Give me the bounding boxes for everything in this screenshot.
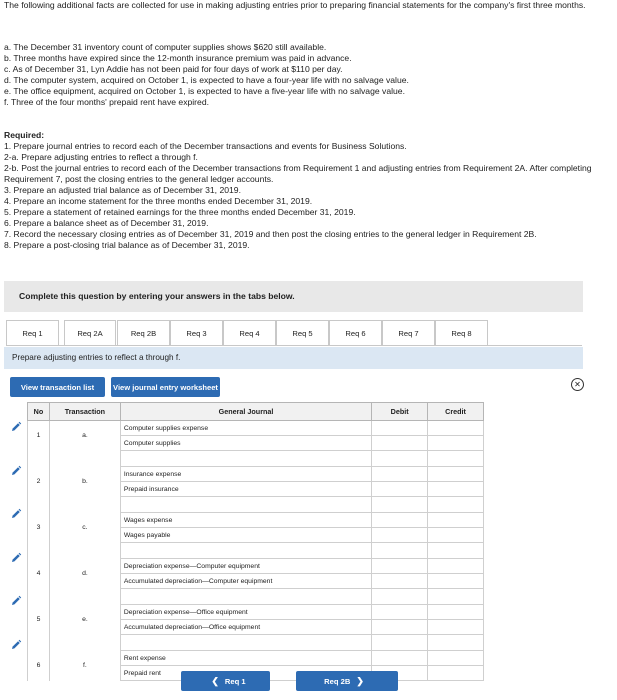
- banner-text: Complete this question by entering your answers in the tabs below.: [19, 291, 295, 301]
- chevron-right-icon: ❯: [356, 675, 364, 686]
- debit-account-cell[interactable]: Depreciation expense—Computer equipment: [120, 559, 371, 574]
- required-item: 8. Prepare a post-closing trial balance as of December 31, 2019.: [4, 240, 250, 250]
- fact-d: d. The computer system, acquired on October 1, is expected to have a four-year life with no salvage value.: [4, 75, 409, 85]
- debit-account-cell[interactable]: Insurance expense: [120, 467, 371, 482]
- credit-amount-cell[interactable]: [428, 620, 484, 635]
- entry-transaction: d.: [49, 559, 120, 589]
- tab-req-4[interactable]: Req 4: [223, 320, 276, 346]
- credit-amount-cell[interactable]: [428, 482, 484, 497]
- required-heading: Required:: [4, 130, 45, 140]
- header-general-journal: General Journal: [120, 403, 371, 421]
- entry-transaction: c.: [49, 513, 120, 543]
- required-item: 3. Prepare an adjusted trial balance as of December 31, 2019.: [4, 185, 241, 195]
- entry-number: 2: [28, 467, 50, 497]
- entry-transaction: a.: [49, 421, 120, 451]
- debit-amount-cell[interactable]: [372, 528, 428, 543]
- prev-requirement-button[interactable]: [181, 671, 270, 691]
- entry-number: 6: [28, 651, 50, 681]
- intro-text: The following additional facts are collected for use in making adjusting entries prior to preparing financial statements for the company's first three months.: [4, 0, 586, 10]
- credit-amount-cell[interactable]: [428, 421, 484, 436]
- entry-transaction: f.: [49, 651, 120, 681]
- debit-amount-cell[interactable]: [372, 421, 428, 436]
- header-credit: Credit: [428, 403, 484, 421]
- debit-amount-cell[interactable]: [372, 482, 428, 497]
- next-requirement-button[interactable]: [296, 671, 398, 691]
- tab-req-2a[interactable]: Req 2A: [64, 320, 116, 346]
- fact-b: b. Three months have expired since the 12-month insurance premium was paid in advance.: [4, 53, 352, 63]
- view-journal-worksheet-button[interactable]: View journal entry worksheet: [111, 377, 220, 397]
- tab-req-3[interactable]: Req 3: [170, 320, 223, 346]
- view-transaction-list-button[interactable]: View transaction list: [10, 377, 105, 397]
- credit-account-cell[interactable]: Prepaid insurance: [120, 482, 371, 497]
- tab-req-2b[interactable]: Req 2B: [117, 320, 170, 346]
- required-section: [4, 130, 612, 251]
- header-transaction: Transaction: [49, 403, 120, 421]
- tab-req-7[interactable]: Req 7: [382, 320, 435, 346]
- credit-amount-cell[interactable]: [428, 528, 484, 543]
- credit-account-cell[interactable]: Computer supplies: [120, 436, 371, 451]
- credit-amount-cell[interactable]: [428, 605, 484, 620]
- prev-button-label: Req 1: [224, 676, 246, 686]
- entry-transaction: b.: [49, 467, 120, 497]
- debit-account-cell[interactable]: Rent expense: [120, 651, 371, 666]
- fact-e: e. The office equipment, acquired on October 1, is expected to have a five-year life with no salvage value.: [4, 86, 405, 96]
- credit-amount-cell[interactable]: [428, 467, 484, 482]
- credit-amount-cell[interactable]: [428, 436, 484, 451]
- required-item: 2-a. Prepare adjusting entries to reflect a through f.: [4, 152, 198, 162]
- credit-amount-cell[interactable]: [428, 513, 484, 528]
- edit-pencil-icon[interactable]: [10, 594, 22, 606]
- tab-req-5[interactable]: Req 5: [276, 320, 329, 346]
- journal-entry-debit-row: [28, 651, 484, 666]
- debit-amount-cell[interactable]: [372, 651, 428, 666]
- entry-number: 4: [28, 559, 50, 589]
- required-item: 6. Prepare a balance sheet as of December 31, 2019.: [4, 218, 209, 228]
- journal-entry-debit-row: [28, 421, 484, 436]
- edit-pencil-icon[interactable]: [10, 638, 22, 650]
- journal-entry-debit-row: [28, 605, 484, 620]
- entry-number: 1: [28, 421, 50, 451]
- journal-entry-debit-row: [28, 467, 484, 482]
- required-item: 2-b. Post the journal entries to record each of the December transactions from Requirement 1 and adjusting entries from Requirement 2A. After completing Requirement 7, post the closing entries to the general ledger accounts.: [4, 163, 592, 184]
- debit-amount-cell[interactable]: [372, 513, 428, 528]
- requirement-instruction: [4, 347, 583, 369]
- debit-amount-cell[interactable]: [372, 574, 428, 589]
- credit-account-cell[interactable]: Accumulated depreciation—Office equipment: [120, 620, 371, 635]
- edit-pencil-icon[interactable]: [10, 420, 22, 432]
- debit-amount-cell[interactable]: [372, 559, 428, 574]
- entry-spacer: [28, 543, 484, 559]
- credit-amount-cell[interactable]: [428, 651, 484, 666]
- required-item: 4. Prepare an income statement for the three months ended December 31, 2019.: [4, 196, 313, 206]
- debit-amount-cell[interactable]: [372, 467, 428, 482]
- required-item: 1. Prepare journal entries to record each of the December transactions and events for Business Solutions.: [4, 141, 407, 151]
- debit-amount-cell[interactable]: [372, 436, 428, 451]
- tab-req-6[interactable]: Req 6: [329, 320, 382, 346]
- debit-account-cell[interactable]: Depreciation expense—Office equipment: [120, 605, 371, 620]
- tab-req-8[interactable]: Req 8: [435, 320, 488, 346]
- journal-entry-debit-row: [28, 513, 484, 528]
- entry-spacer: [28, 451, 484, 467]
- edit-pencil-icon[interactable]: [10, 507, 22, 519]
- next-button-label: Req 2B: [324, 676, 351, 686]
- entry-spacer: [28, 589, 484, 605]
- header-no: No: [28, 403, 50, 421]
- fact-f: f. Three of the four months' prepaid rent have expired.: [4, 97, 209, 107]
- debit-amount-cell[interactable]: [372, 620, 428, 635]
- instructions-banner: [4, 281, 583, 312]
- facts-list: [4, 42, 610, 108]
- chevron-left-icon: ❮: [211, 675, 219, 686]
- required-item: 5. Prepare a statement of retained earnings for the three months ended December 31, 2019.: [4, 207, 356, 217]
- entry-transaction: e.: [49, 605, 120, 635]
- entry-number: 5: [28, 605, 50, 635]
- header-debit: Debit: [372, 403, 428, 421]
- instruction-text: Prepare adjusting entries to reflect a through f.: [12, 353, 181, 362]
- credit-account-cell[interactable]: Accumulated depreciation—Computer equipment: [120, 574, 371, 589]
- edit-pencil-icon[interactable]: [10, 464, 22, 476]
- required-item: 7. Record the necessary closing entries as of December 31, 2019 and then post the closing entries to the general ledger in Requirement 2B.: [4, 229, 537, 239]
- entry-spacer: [28, 635, 484, 651]
- tab-divider: [6, 345, 582, 346]
- entry-spacer: [28, 497, 484, 513]
- close-icon[interactable]: ✕: [571, 378, 584, 391]
- credit-amount-cell[interactable]: [428, 666, 484, 681]
- edit-pencil-icon[interactable]: [10, 551, 22, 563]
- fact-c: c. As of December 31, Lyn Addie has not been paid for four days of work at $110 per day.: [4, 64, 343, 74]
- credit-account-cell[interactable]: Wages payable: [120, 528, 371, 543]
- general-journal-table: [27, 402, 484, 681]
- tab-req-1[interactable]: Req 1: [6, 320, 59, 346]
- debit-account-cell[interactable]: Wages expense: [120, 513, 371, 528]
- credit-amount-cell[interactable]: [428, 574, 484, 589]
- journal-entry-debit-row: [28, 559, 484, 574]
- debit-account-cell[interactable]: Computer supplies expense: [120, 421, 371, 436]
- fact-a: a. The December 31 inventory count of computer supplies shows $620 still available.: [4, 42, 327, 52]
- table-header-row: [28, 403, 484, 421]
- entry-number: 3: [28, 513, 50, 543]
- credit-amount-cell[interactable]: [428, 559, 484, 574]
- credit-account-cell[interactable]: Prepaid rent: [120, 666, 371, 681]
- debit-amount-cell[interactable]: [372, 605, 428, 620]
